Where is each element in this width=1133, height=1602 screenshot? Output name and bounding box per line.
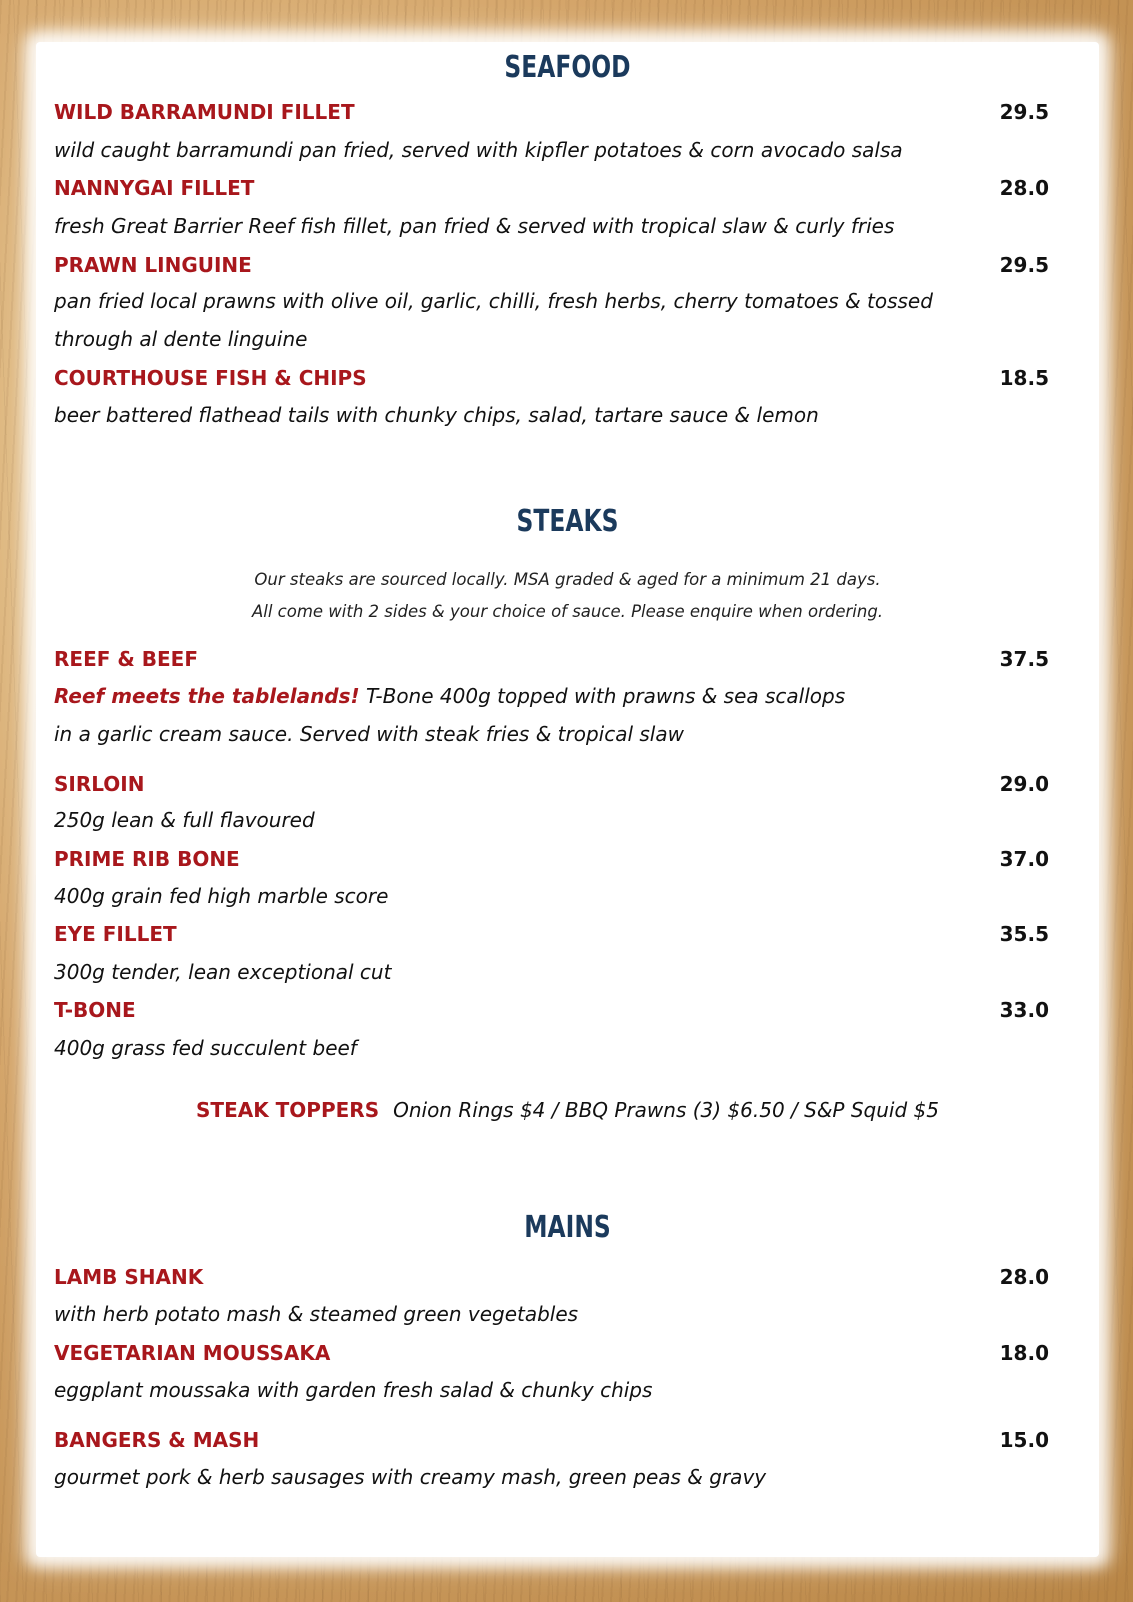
- item-description: fresh Great Barrier Reef fish fillet, pan fried & served with tropical slaw & curly fries: [54, 214, 895, 238]
- item-description: in a garlic cream sauce. Served with steak fries & tropical slaw: [54, 722, 684, 746]
- item-price: 15.0: [999, 1428, 1049, 1452]
- item-description: 250g lean & full flavoured: [54, 808, 315, 832]
- item-description: 300g tender, lean exceptional cut: [54, 960, 392, 984]
- item-name: VEGETARIAN MOUSSAKA: [54, 1341, 331, 1365]
- item-description: beer battered flathead tails with chunky chips, salad, tartare sauce & lemon: [54, 403, 819, 427]
- item-name: LAMB SHANK: [54, 1265, 204, 1289]
- item-price: 29.0: [999, 772, 1049, 796]
- item-description: through al dente linguine: [54, 327, 308, 351]
- item-description: pan fried local prawns with olive oil, garlic, chilli, fresh herbs, cherry tomatoes & tossed: [54, 289, 933, 313]
- menu-page: [36, 42, 1099, 1557]
- item-price: 28.0: [999, 1265, 1049, 1289]
- item-description: 400g grass fed succulent beef: [54, 1036, 357, 1060]
- item-name: T-BONE: [54, 998, 136, 1022]
- item-name: WILD BARRAMUNDI FILLET: [54, 100, 355, 124]
- section-title-seafood: SEAFOOD: [504, 50, 631, 85]
- item-description: gourmet pork & herb sausages with creamy mash, green peas & gravy: [54, 1465, 767, 1489]
- steak-toppers-label: STEAK TOPPERS: [196, 1098, 380, 1122]
- reef-beef-highlight: Reef meets the tablelands!: [54, 684, 360, 708]
- item-price: 28.0: [999, 176, 1049, 200]
- item-price: 18.5: [999, 366, 1049, 390]
- item-name: REEF & BEEF: [54, 647, 198, 671]
- item-price: 18.0: [999, 1341, 1049, 1365]
- item-price: 29.5: [999, 100, 1049, 124]
- steak-toppers: [36, 1098, 1099, 1122]
- item-price: 29.5: [999, 253, 1049, 277]
- item-description: wild caught barramundi pan fried, served with kipfler potatoes & corn avocado salsa: [54, 138, 903, 162]
- item-name: COURTHOUSE FISH & CHIPS: [54, 366, 367, 390]
- item-name: EYE FILLET: [54, 922, 177, 946]
- item-name: NANNYGAI FILLET: [54, 176, 255, 200]
- item-price: 33.0: [999, 998, 1049, 1022]
- item-name: BANGERS & MASH: [54, 1428, 260, 1452]
- section-title-mains: MAINS: [524, 1210, 611, 1245]
- steaks-note: Our steaks are sourced locally. MSA graded & aged for a minimum 21 days.: [254, 570, 881, 589]
- section-title-steaks: STEAKS: [516, 504, 619, 539]
- item-description: eggplant moussaka with garden fresh salad & chunky chips: [54, 1378, 653, 1402]
- item-price: 35.5: [999, 922, 1049, 946]
- item-price: 37.5: [999, 647, 1049, 671]
- steak-toppers-options: Onion Rings $4 / BBQ Prawns (3) $6.50 / S&P Squid $5: [393, 1098, 939, 1122]
- reef-beef-desc: T-Bone 400g topped with prawns & sea scallops: [359, 684, 846, 708]
- item-name: PRAWN LINGUINE: [54, 253, 252, 277]
- steaks-note: All come with 2 sides & your choice of sauce. Please enquire when ordering.: [251, 602, 884, 621]
- item-description: 400g grain fed high marble score: [54, 884, 389, 908]
- item-price: 37.0: [999, 847, 1049, 871]
- item-name: SIRLOIN: [54, 772, 145, 796]
- item-name: PRIME RIB BONE: [54, 847, 240, 871]
- item-description: with herb potato mash & steamed green vegetables: [54, 1302, 579, 1326]
- item-description: [54, 684, 845, 708]
